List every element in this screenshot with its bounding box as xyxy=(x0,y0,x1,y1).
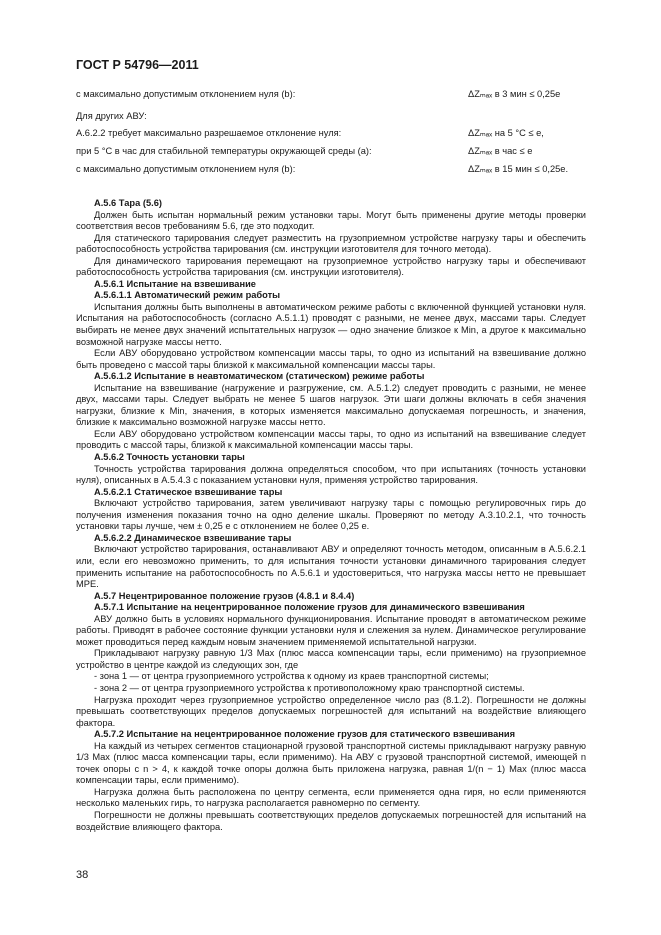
section-heading: А.5.6.2.2 Динамическое взвешивание тары xyxy=(94,532,292,543)
paragraph: Нагрузка проходит через грузоприемное устройство определенное число раз (8.1.2). Погрешности не должны превышать соответствующих пределов допускаемых погрешностей для испытаний на воздействие влияющего фактора. xyxy=(76,694,586,728)
condition-text: А.6.2.2 требует максимально разрешаемое отклонение нуля: xyxy=(76,128,342,138)
condition-formula: ΔZₘₐₓ в 3 мин ≤ 0,25e xyxy=(468,89,561,99)
section-heading: А.5.7.1 Испытание на нецентрированное положение грузов для динамического взвешивания xyxy=(94,602,525,613)
condition-formula: ΔZₘₐₓ на 5 °C ≤ e, xyxy=(468,128,544,138)
paragraph: Для динамического тарирования перемещают на грузоприемное устройство нагрузку тары и обеспечивают работоспособность устройства тарирования (см. инструкции изготовителя). xyxy=(76,255,586,278)
condition-formula: ΔZₘₐₓ в час ≤ e xyxy=(468,146,533,156)
section-heading: А.5.6.2 Точность установки тары xyxy=(94,452,245,463)
list-item: - зона 2 — от центра грузоприемного устройства к противоположному краю транспортной системы. xyxy=(94,682,525,693)
section-heading: А.5.6.1 Испытание на взвешивание xyxy=(94,278,256,289)
condition-text: с максимально допустимым отклонением нуля (b): xyxy=(76,89,296,99)
paragraph: Для статического тарирования следует разместить на грузоприемном устройстве нагрузку тары и обеспечить работоспособность устройства тарирования (см. инструкции изготовителя для точного метода). xyxy=(76,232,586,255)
paragraph: На каждый из четырех сегментов стационарной грузовой транспортной системы прикладывают нагрузку равную 1/3 Max (плюс масса компенсации тары, если применимо). На АВУ с грузовой транспортной системой, имеющей n точек опоры с n > 4, к каждой точке опоры должна быть приложена нагрузка, равная 1/(n − 1) Max (плюс масса компенсации тары, если применимо). xyxy=(76,740,586,786)
paragraph: Нагрузка должна быть расположена по центру сегмента, если применяется одна гиря, но если применяются несколько маленьких гирь, то нагрузка располагается равномерно по сегменту. xyxy=(76,786,586,809)
paragraph: Точность устройства тарирования должна определяться способом, что при испытаниях (точность установки нуля), описанных в А.5.4.3 с показанием установки нуля, применяя устройство тарирования. xyxy=(76,463,586,486)
section-heading: А.5.6.2.1 Статическое взвешивание тары xyxy=(94,486,283,497)
paragraph: Прикладывают нагрузку равную 1/3 Max (плюс масса компенсации тары, если применимо) на грузоприемное устройство в центре каждой из следующих зон, где xyxy=(76,648,586,670)
paragraph: Включают устройство тарирования, затем увеличивают нагрузку тары с помощью регулировочных гирь до получения изменения показания точно на одно деление шкалы. Проверяют по методу А.3.10.2.1, что точность установки тары лучше, чем ± 0,25 е с отклонением не более 0,25 е. xyxy=(76,498,586,532)
section-heading: А.5.7.2 Испытание на нецентрированное положение грузов для статического взвешивания xyxy=(94,729,516,740)
section-heading: А.5.7 Нецентрированное положение грузов (4.8.1 и 8.4.4) xyxy=(94,590,355,601)
document-header: ГОСТ Р 54796—2011 xyxy=(76,58,199,72)
paragraph: Испытание на взвешивание (нагружение и разгружение, см. А.5.1.2) следует проводить с разными, не менее двух, массами тары. Следует выбрать не менее 5 шагов нагрузок. Эти шаги должны включать в себя значения нагрузки, близкие к Min, значения, в которых изменяется максимально допускаемая погрешность, и значения, близкие к максимально возможной нагрузке массы нетто. xyxy=(76,382,586,428)
list-item: - зона 1 — от центра грузоприемного устройства к одному из краев транспортной системы; xyxy=(94,671,489,682)
paragraph: Испытания должны быть выполнены в автоматическом режиме работы с включенной функцией установки нуля. Испытания на работоспособность (согласно А.5.1.1) проводят с разными, не менее двух, массами тары. Следует выбирать не менее двух значений испытательных нагрузок — одно значение близкое к Min, а другое к максимально возможной нагрузке массы нетто. xyxy=(76,301,586,347)
section-heading: А.5.6 Тара (5.6) xyxy=(94,198,162,208)
condition-text: с максимально допустимым отклонением нуля (b): xyxy=(76,164,296,174)
document-body xyxy=(76,198,586,833)
paragraph: Включают устройство тарирования, останавливают АВУ и определяют точность методом, описанным в А.5.6.2.1 или, если его невозможно применить, то для испытания точности установки динамичного тарирования следует применить испытание на работоспособность по А.5.6.1 и удостовериться, что нагрузка массы нетто не превышает МРЕ. xyxy=(76,544,586,590)
condition-text: при 5 °C в час для стабильной температуры окружающей среды (a): xyxy=(76,146,372,156)
section-heading: А.5.6.1.2 Испытание в неавтоматическом (статическом) режиме работы xyxy=(94,371,425,382)
section-heading: А.5.6.1.1 Автоматический режим работы xyxy=(94,290,281,301)
condition-text: Для других АВУ: xyxy=(76,111,147,121)
page-number: 38 xyxy=(76,869,89,881)
paragraph: Если АВУ оборудовано устройством компенсации массы тары, то одно из испытаний на взвешивание должно быть проведено с массой тары близкой к максимальной компенсации массы тары. xyxy=(76,348,586,370)
paragraph: Должен быть испытан нормальный режим установки тары. Могут быть применены другие методы проверки соответствия весов требованиям 5.6, где это подходит. xyxy=(76,209,586,232)
paragraph: Если АВУ оборудовано устройством компенсации массы тары, то одно из испытаний на взвешивание следует проводить с массой тары, близкой к максимальной компенсации массы тары. xyxy=(76,428,586,451)
paragraph: АВУ должно быть в условиях нормального функционирования. Испытание проводят в автоматическом режиме работы. Приводят в рабочее состояние функции установки нуля и слежения за нулем. Динамическое регулирование может проводиться перед каждым новым значением применяемой испытательной нагрузки. xyxy=(76,613,586,647)
condition-formula: ΔZₘₐₓ в 15 мин ≤ 0,25e. xyxy=(468,164,569,174)
paragraph: Погрешности не должны превышать соответствующих пределов допускаемых погрешностей для испытаний на воздействие влияющего фактора. xyxy=(76,809,586,832)
